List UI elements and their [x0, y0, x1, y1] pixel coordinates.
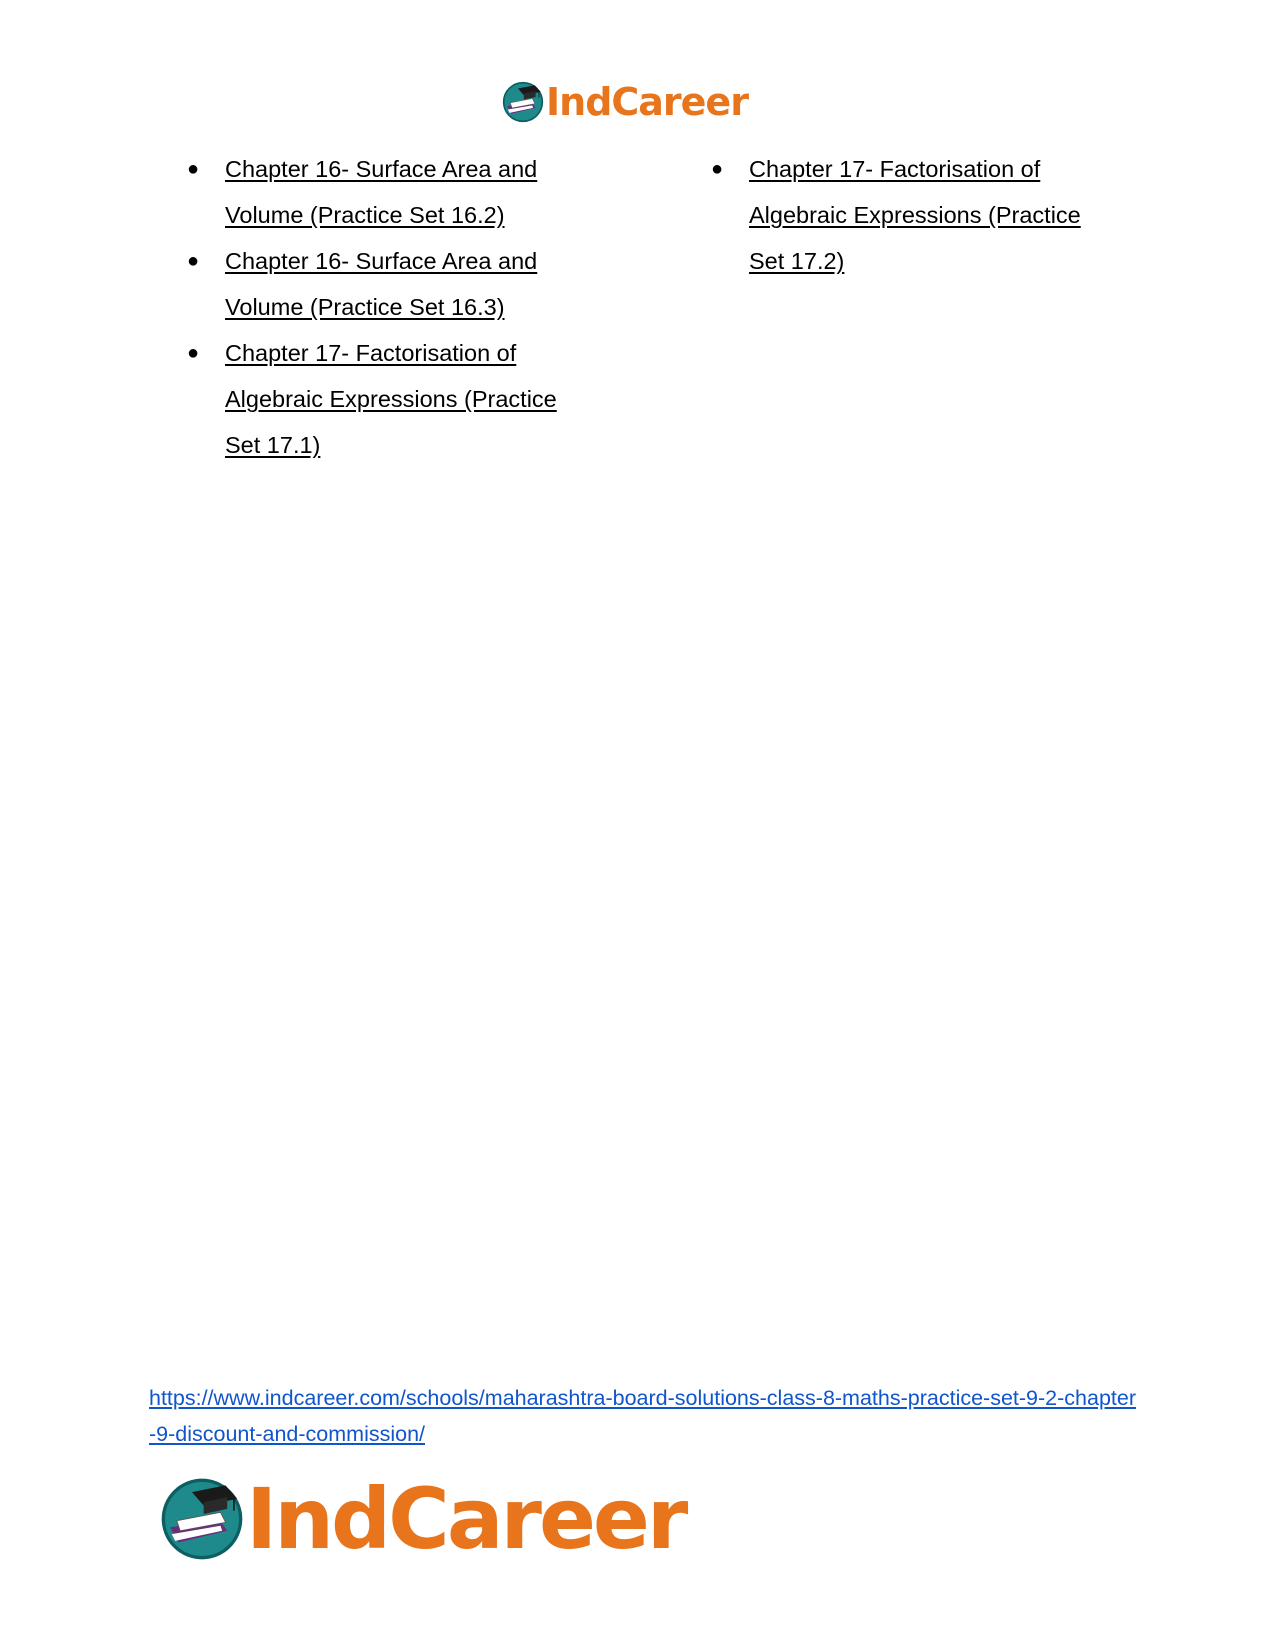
link-list-right: [709, 146, 1099, 284]
bullet-icon: ●: [711, 158, 724, 180]
chapter-link[interactable]: Chapter 17- Factorisation of Algebraic Expressions (Practice Set 17.2): [749, 156, 1081, 274]
bullet-icon: ●: [187, 250, 200, 272]
source-url-link[interactable]: https://www.indcareer.com/schools/maharashtra-board-solutions-class-8-maths-practice-set-9-2-chapter-9-discount-and-commission/: [149, 1386, 1136, 1446]
chapter-link[interactable]: Chapter 16- Surface Area and Volume (Practice Set 16.3): [225, 248, 538, 320]
list-item: [185, 238, 575, 330]
link-list-left: [185, 146, 575, 468]
logo-icon: [160, 1477, 244, 1561]
brand-name: IndCareer: [246, 1470, 686, 1568]
chapter-link[interactable]: Chapter 17- Factorisation of Algebraic Expressions (Practice Set 17.1): [225, 340, 557, 458]
header-logo: [502, 80, 748, 124]
logo-icon: [502, 81, 544, 123]
brand-name: IndCareer: [546, 80, 748, 124]
footer-url: [149, 1380, 1139, 1452]
footer-logo: [160, 1470, 685, 1568]
list-item: [185, 146, 575, 238]
list-item: [709, 146, 1099, 284]
list-item: [185, 330, 575, 468]
chapter-link[interactable]: Chapter 16- Surface Area and Volume (Practice Set 16.2): [225, 156, 538, 228]
bullet-icon: ●: [187, 342, 200, 364]
bullet-icon: ●: [187, 158, 200, 180]
